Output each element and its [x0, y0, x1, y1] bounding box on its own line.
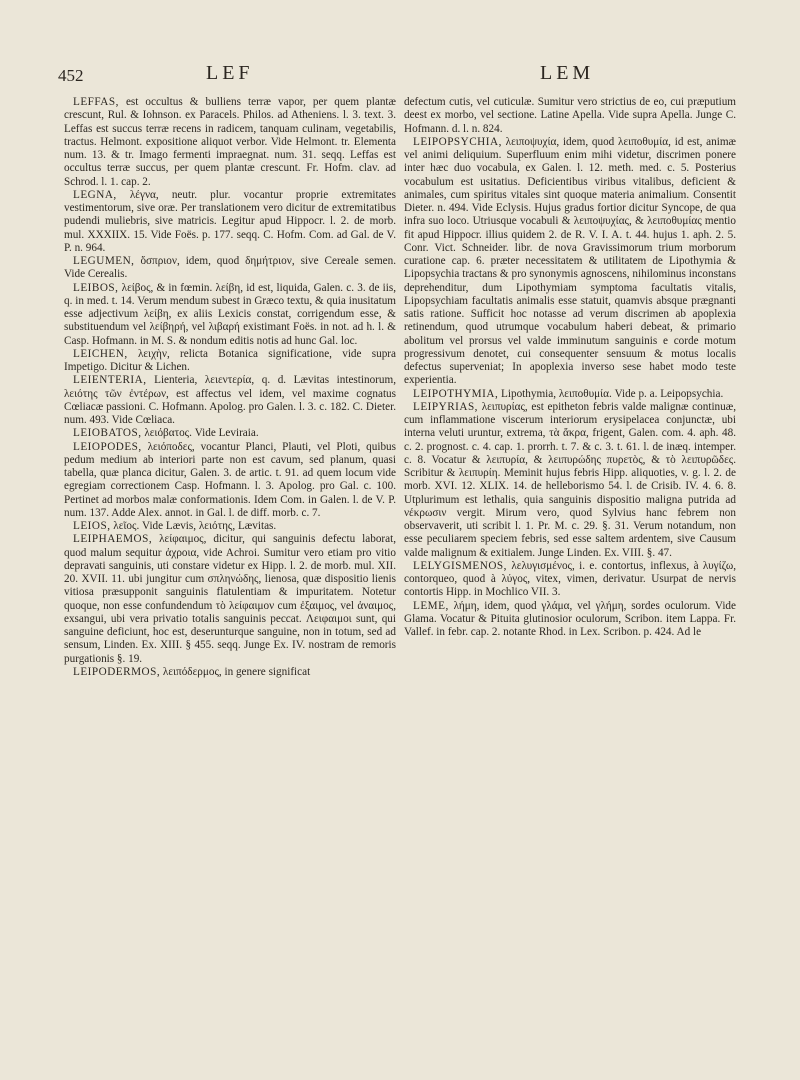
left-column: [64, 96, 396, 1066]
entry-headword: LEIOS,: [73, 520, 111, 532]
entry-text: λείφαιμος, dicitur, qui sanguinis defectu laborat, quod malum sequitur ἀχροια, vide Achroi. Sumitur vero etiam pro vitio depravati sanguinis, uti constare videtur ex Hipp. l. 2. de morb. mul. XII. 20. XVII. 11. ubi jungitur cum σπληνώδης, lienosa, quæ dispositio lienis vitiosa præsupponit sanguinis flatulentiam & impuritatem. Notetur quoque, non esse confundendum τὸ λείφαιμον cum ἐξαιμος, vel ἀναιμος, exsangui, ubi vera privatio totalis sanguinis peccat. Λειφαιμοι sunt, qui sanguine deficiunt, hoc est, deserunturque sanguine, non in totum, sed ad sensum, Linden. Ex. XIII. § 455. seqq. Junge Ex. IV. nostram de remoris purgationis §. 19.: [64, 533, 396, 665]
entry-text: λελυγισμένος, i. e. contortus, inflexus, à λυγίζω, contorqueo, quod à λύγος, vitex, vimen, derivatur. Usurpat de nervis contortis Hipp. in Mochlico VII. 3.: [404, 559, 736, 599]
entry: [64, 427, 396, 440]
entry-text: ὄσπριον, idem, quod δημήτριον, sive Cereale semen. Vide Cerealis.: [64, 255, 396, 281]
entry-text: λήμη, idem, quod γλάμα, vel γλήμη, sordes oculorum. Vide Glama. Vocatur & Pituita glutinosior oculorum, Scribon. item Lappa. Fr. Vallef. in febr. cap. 2. notante Rhod. in Lex. Scribon. p. 424. Ad le: [404, 599, 736, 638]
entry: [64, 441, 396, 521]
entry-headword: LELYGISMENOS,: [413, 559, 507, 572]
entry-headword: LEIPYRIAS,: [413, 400, 478, 413]
page-number: 452: [58, 66, 84, 85]
entry-headword: LEGUMEN,: [73, 255, 135, 267]
entry-text: λειχὴν, relicta Botanica significatione, vide supra Impetigo. Dicitur & Lichen.: [64, 347, 396, 373]
entry-text: λειπόδερμος, in genere significat: [162, 665, 311, 678]
entry-text: λειπυρίας, est epitheton febris valde malignæ continuæ, cum inflammatione viscerum interiorum erysipelacea conjunctæ, ubi interna veluti uruntur, extrema, τὰ ἄκρα, frigent, Galen. com. 4. aph. 48. c. 2. prognost. c. 4. cap. 1. prorrh. t. 7. & c. 3. t. 61. l. de inæq. intemper. c. 8. Vocatur & λειπυρία, & λειπυρώδης πυρετὸς, & τὸ λειπυρῶδες. Scribitur & λειπυρίη. Meminit hujus febris Hipp. aliquoties, v. g. l. 2. de morb. XVI. 12. XLIX. 14. de helleborismo 54. l. de Crisib. IV. 4. 6. 8. Utplurimum est lethalis, quia sanguinis dispositio maligna putrida ad νέκρωσιν vergit. Mirum vero, quod Sylvius hanc febrem non observaverit, uti scribit l. 1. Pr. M. c. 29. §. 31. Verum notandum, non esse peculiarem speciem febris, sed esse saltem ardentem, sive Causum valde malignum & exitialem. Junge Linden. Ex. VIII. §. 47.: [404, 400, 736, 559]
page-header: [0, 62, 800, 90]
entry-headword: LEIPOTHYMIA,: [413, 387, 499, 400]
entry-headword: LEME,: [413, 599, 449, 612]
entry-headword: LEIPHAEMOS,: [73, 533, 153, 546]
running-head-left: LEF: [206, 62, 254, 84]
entry-text: λειόποδες, vocantur Planci, Plauti, vel Ploti, quibus pedum medium ab interiori parte non est cavum, sed planum, quasi tabella, quæ planca dicitur, Galen. 3. de artic. t. 91. ad quem locum vide egregiam correctionem Casp. Hofmann. l. 3. Apolog. pro Gal. c. 100. Pertinet ad morbos malæ conformationis. Idem Com. in Galen. l. de V. P. num. 137. Adde Alex. annot. in Gal. l. de diff. morb. c. 7.: [64, 440, 396, 519]
entry: [404, 600, 736, 640]
entry: [64, 374, 396, 427]
entry-text: λειόβατος. Vide Leviraia.: [144, 427, 259, 440]
entry-text: λείβος, & in fœmin. λείβη, id est, liquida, Galen. c. 3. de iis, q. in med. t. 14. Verum mendum subest in Græco textu, & quia inusitatum esse adjectivum λείβη, ex aliis Lexicis constat, corrigendum esse, & substituendum vel λείβηρή, vel λιβαρή existimant Foës. in not. ad h. l. & Casp. Hofmann. in M. S. & nondum editis notis ad hunc Gal. loc.: [64, 281, 396, 347]
entry: [64, 348, 396, 375]
entry: [64, 255, 396, 282]
entry-headword: LEIPOPSYCHIA,: [413, 135, 502, 148]
entry-headword: LEIOBATOS,: [73, 427, 142, 440]
entry-headword: LEIENTERIA,: [73, 374, 147, 387]
entry: [404, 401, 736, 560]
entry-headword: LEIPODERMOS,: [73, 665, 161, 678]
entry-text: est occultus & bulliens terræ vapor, per quem plantæ crescunt, Rul. & Iohnson. ex Paracels. Philos. ad Atheniens. l. 3. text. 3. Leffas est succus terræ recens in radicem, tanquam culinam, vegetabilis, tractus. Helmont. expositione aliquot verbor. Vide Helmont. tr. Elementa num. 13. & tr. Imago fermenti impraegnat. num. 31. seqq. Leffas est occultus terræ succus, per quem plantæ crescunt. Fr. Hofm. clav. ad Schrod. l. 1. cap. 2.: [64, 96, 396, 188]
entry-headword: LEIOPODES,: [73, 440, 142, 453]
running-head-right: LEM: [540, 62, 595, 84]
entry-text: Lienteria, λειεντερία, q. d. Lævitas intestinorum, λειότης τῶν ἐντέρων, est affectus vel idem, vel maxime cognatus Cœliacæ passioni. C. Hofmann. Apolog. pro Galen. l. 3. c. 182. C. Dieter. num. 493. Vide Cœliaca.: [64, 374, 396, 426]
entry: [404, 136, 736, 388]
entry: [64, 520, 396, 533]
entry-text: Lipothymia, λειποθυμία. Vide p. a. Leipopsychia.: [501, 387, 724, 400]
entry: [404, 388, 736, 401]
entry: [64, 189, 396, 255]
entry: [64, 533, 396, 666]
entry-continuation: [404, 96, 736, 136]
entry: [64, 96, 396, 189]
entry-headword: LEGNA,: [73, 188, 117, 201]
right-column: [404, 96, 736, 1066]
entry-text: λειποψυχία, idem, quod λειποθυμία, id est, animæ vel animi deliquium. Superfluum enim mihi videtur, discrimen ponere inter hæc duo vocabula, ex Galen. l. 12. meth. med. c. 5. Posterius vocabulum est usitatius. Deficientibus viribus vitalibus, deficient & animales, cum spiritus vitales sint quoque materia animalium. Consentit Dieter. n. 494. Vide Eclysis. Hujus gradus fortior dicitur Syncope, de qua infra suo loco. Utriusque vocabuli & λειποψυχίας, & λειποθυμίας mentio fit apud Hippocr. illius quidem 2. de R. V. I. A. t. 44. hujus 1. aph. 2. 5. Conr. Vict. Schneider. libr. de nova Gravissimorum trium morborum curatione cap. 6. præter necessitatem & utilitatem de Lipothymia & Lipopsychia tractans & pro synonymis agnoscens, nihilominus inconstans deprehenditur, dum Lipothymiam symptoma facultatis vitalis, Lipopsychiam facultatis animalis esse statuit, quamvis absque prægnanti satis ratione. Sufficit hoc notasse ad verum discrimen ab apoplexia retinendum, quod utrumque vocabulum haberi debeat, & primario abolitum vel prorsus vel valde imminutum sanguinis e corde motum progressivum denotet, cui consequenter sensuum & motus localis defectus superveniat; In apoplexia inverso sese habet modo teste experientia.: [404, 135, 736, 387]
entry-headword: LEICHEN,: [73, 347, 128, 360]
entry-text: defectum cutis, vel cuticulæ. Sumitur vero strictius de eo, cui præputium deest ex morbo, vel sectione. Latine Apella. Vide supra Apella. Junge C. Hofmann. d. l. n. 824.: [404, 96, 736, 135]
entry: [64, 282, 396, 348]
entry-headword: LEIBOS,: [73, 281, 119, 294]
entry: [64, 666, 396, 679]
entry-headword: LEFFAS,: [73, 96, 119, 108]
entry-text: λέγνα, neutr. plur. vocantur proprie extremitates vestimentorum, sive oræ. Per translationem vero dicitur de extremitatibus pudendi muliebris, sive matricis. Legitur apud Hippocr. l. 2. de morb. mul. XXXIIX. 15. Vide Foës. p. 177. seqq. C. Hofm. Com. ad Gal. de V. P. n. 964.: [64, 188, 396, 254]
entry-text: λεῖος. Vide Lævis, λειότης, Lævitas.: [113, 520, 277, 532]
entry: [404, 560, 736, 600]
